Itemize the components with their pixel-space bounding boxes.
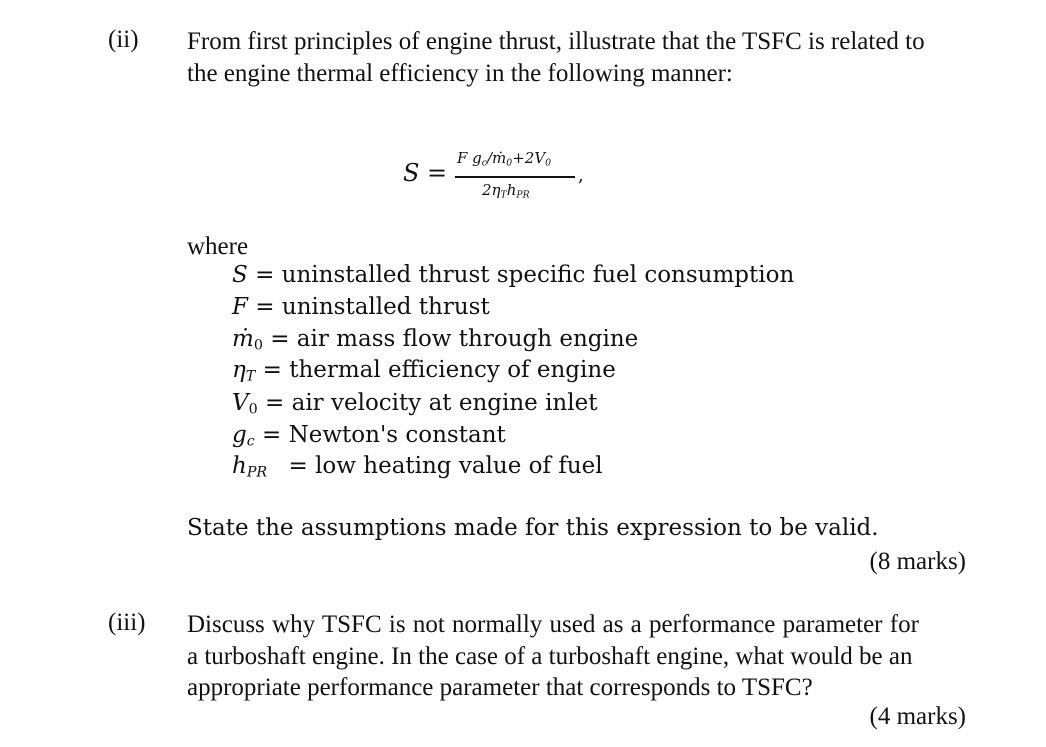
definition-equals: =	[255, 262, 275, 288]
definition-symbol: h	[232, 453, 247, 479]
denominator-text: $2\eta_Th_{PR}$	[482, 181, 530, 201]
definition-symbol: η	[232, 357, 246, 383]
equation-equals: =	[427, 159, 448, 187]
definition-item	[232, 390, 597, 418]
question-number-iii: (iii)	[108, 609, 146, 636]
definition-equals: =	[270, 326, 290, 352]
question-ii-intro-line-2: the engine thermal efficiency in the following manner:	[187, 60, 733, 87]
question-number-ii: (ii)	[108, 26, 139, 53]
equation-denominator	[482, 181, 530, 200]
question-iii-line-3: appropriate performance parameter that corresponds to TSFC?	[187, 674, 813, 701]
definition-item	[232, 262, 794, 288]
definition-equals: =	[265, 390, 285, 416]
definition-item	[232, 294, 490, 320]
question-iii-line-1: Discuss why TSFC is not normally used as a performance parameter for	[187, 611, 919, 638]
definition-equals: =	[288, 453, 308, 479]
where-label: where	[187, 233, 249, 260]
question-ii-intro-line-1: From first principles of engine thrust, illustrate that the TSFC is related to	[187, 28, 925, 55]
definition-subscript: PR	[246, 464, 268, 481]
definition-subscript: 0	[248, 401, 258, 418]
question-iii-marks: (4 marks)	[869, 703, 966, 730]
definition-equals: =	[262, 422, 282, 448]
definition-symbol: F	[232, 294, 248, 320]
numerator-text: F $g_c/ṁ_0+2V_0$	[457, 149, 552, 169]
question-ii-marks: (8 marks)	[869, 548, 966, 575]
definition-text: low heating value of fuel	[315, 453, 603, 479]
definition-item	[232, 326, 638, 354]
definition-subscript: 0	[253, 337, 263, 354]
definition-subscript: T	[245, 368, 256, 385]
equation-trailing-comma: ,	[578, 165, 584, 186]
definition-text: air velocity at engine inlet	[291, 390, 598, 416]
definition-symbol: S	[232, 262, 248, 288]
definition-subscript: c	[246, 433, 255, 450]
equation-lhs: S	[403, 159, 420, 187]
definition-equals: =	[255, 294, 275, 320]
definition-text: air mass flow through engine	[296, 326, 639, 352]
definition-item	[232, 453, 603, 481]
question-iii-line-2: a turboshaft engine. In the case of a turboshaft engine, what would be an	[187, 643, 913, 670]
definition-equals: =	[262, 357, 282, 383]
definition-symbol: V	[232, 390, 249, 416]
definition-symbol: ṁ	[232, 326, 254, 352]
definition-text: uninstalled thrust	[281, 294, 490, 320]
assumption-prompt: State the assumptions made for this expression to be valid.	[187, 515, 879, 541]
definition-item	[232, 357, 616, 385]
equation-numerator	[457, 149, 551, 168]
definition-symbol: g	[232, 422, 247, 448]
definition-text: uninstalled thrust specific fuel consumption	[281, 262, 795, 288]
equation-fraction-bar	[455, 176, 575, 178]
definition-text: thermal efficiency of engine	[289, 357, 616, 383]
definition-item	[232, 422, 506, 450]
definition-text: Newton's constant	[288, 422, 506, 448]
